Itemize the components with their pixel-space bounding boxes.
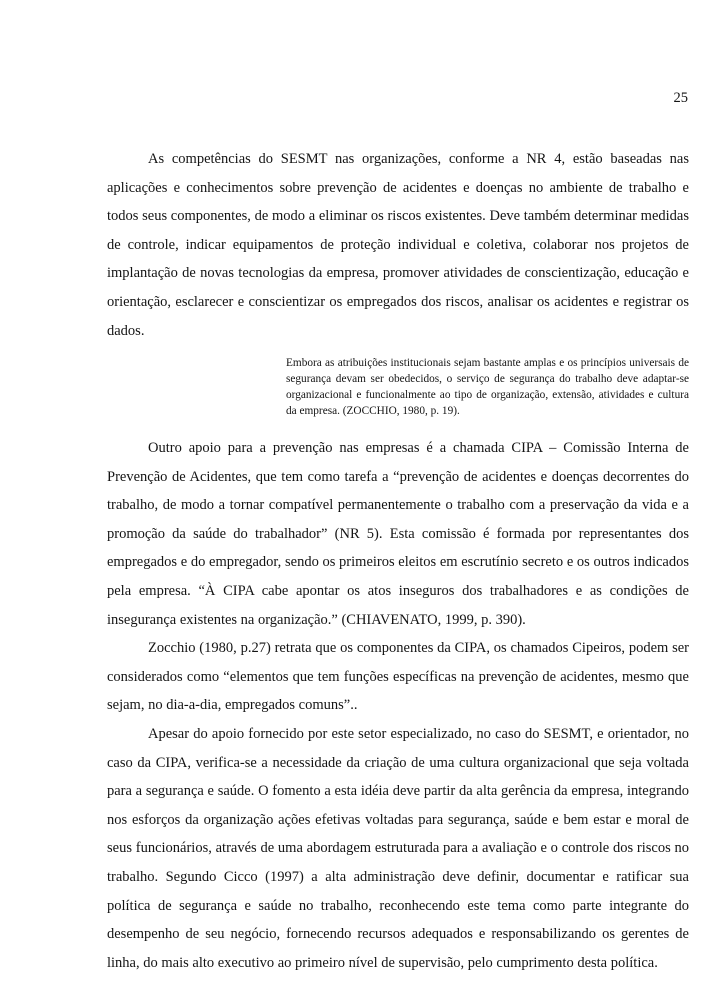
- paragraph: Apesar do apoio fornecido por este setor especializado, no caso do SESMT, e orientador, no caso da CIPA, verifica-se a necessidade da criação de uma cultura organizacional que seja voltada para a segurança e saúde. O fomento a esta idéia deve partir da alta gerência da empresa, integrando nos esforços da organização ações efetivas voltadas para segurança, saúde e bem estar e moral de seus funcionários, através de uma abordagem estruturada para a avaliação e o controle dos riscos no trabalho. Segundo Cicco (1997) a alta administração deve definir, documentar e ratificar sua política de segurança e saúde no trabalho, reconhecendo este tema como parte integrante do desempenho de seu negócio, fornecendo recursos adequados e responsabilizando os gerentes de linha, do mais alto executivo ao primeiro nível de supervisão, pelo cumprimento desta política.: [107, 725, 689, 971]
- page-number: 25: [673, 90, 688, 106]
- body-text-bottom: [107, 434, 689, 977]
- paragraph: Zocchio (1980, p.27) retrata que os componentes da CIPA, os chamados Cipeiros, podem ser considerados como “elementos que tem funções específicas na prevenção de acidentes, mesmo que sejam, no dia-a-dia, empregados comuns”..: [107, 640, 689, 714]
- paragraph: As competências do SESMT nas organizações, conforme a NR 4, estão baseadas nas aplicações e conhecimentos sobre prevenção de acidentes e doenças no ambiente de trabalho e todos seus componentes, de modo a eliminar os riscos existentes. Deve também determinar medidas de controle, indicar equipamentos de proteção individual e coletiva, colaborar nos projetos de implantação de novas tecnologias da empresa, promover atividades de conscientização, educação e orientação, esclarecer e conscientizar os empregados dos riscos, analisar os acidentes e registrar os dados.: [107, 151, 689, 339]
- paragraph: Outro apoio para a prevenção nas empresas é a chamada CIPA – Comissão Interna de Prevenção de Acidentes, que tem como tarefa a “prevenção de acidentes e doenças decorrentes do trabalho, de modo a tornar compatível permanentemente o trabalho com a preservação da vida e a promoção da saúde do trabalhador” (NR 5). Esta comissão é formada por representantes dos empregados e do empregador, sendo os primeiros eleitos em escrutínio secreto e os outros indicados pela empresa. “À CIPA cabe apontar os atos inseguros dos trabalhadores e as condições de insegurança existentes na organização.” (CHIAVENATO, 1999, p. 390).: [107, 440, 689, 628]
- body-text-top: [107, 145, 689, 345]
- block-quote: Embora as atribuições institucionais sejam bastante amplas e os princípios universais de segurança devam ser obedecidos, o serviço de segurança do trabalho deve adaptar-se organizacional e funcionalmente ao tipo de organização, extensão, atividades e cultura da empresa. (ZOCCHIO, 1980, p. 19).: [286, 357, 689, 417]
